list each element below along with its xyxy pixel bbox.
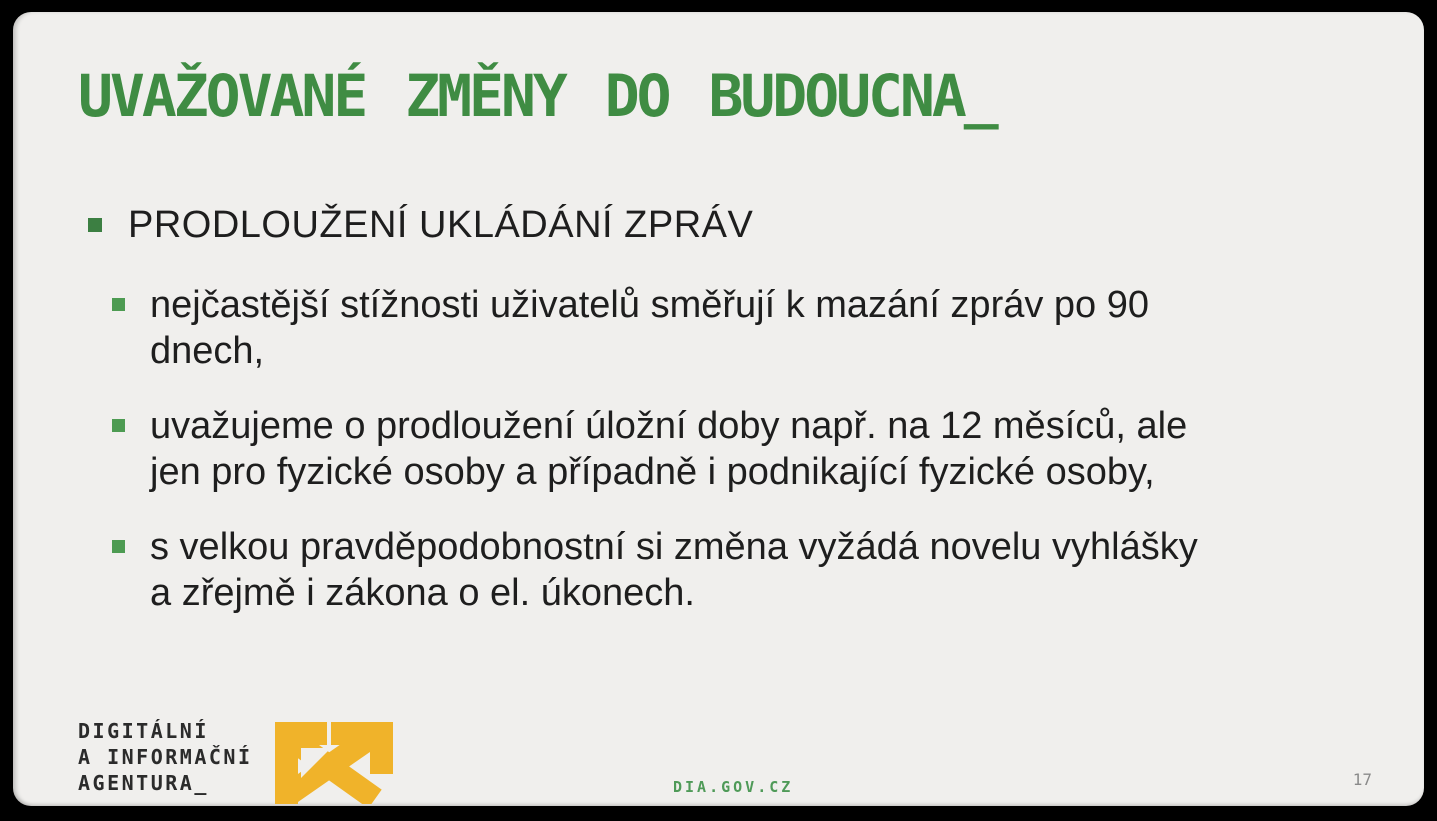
square-bullet-icon xyxy=(88,218,102,232)
page-number: 17 xyxy=(1352,770,1372,789)
list-item-text: nejčastější stížnosti uživatelů směřují k mazání zpráv po 90 dnech, xyxy=(150,284,1150,372)
list-item xyxy=(112,403,1242,495)
list-item-text: uvažujeme o prodloužení úložní doby např. na 12 měsíců, ale jen pro fyzické osoby a případně i podnikající fyzické osoby, xyxy=(150,405,1188,493)
agency-name-line: AGENTURA_ xyxy=(78,771,209,795)
bullet-heading-label: PRODLOUŽENÍ UKLÁDÁNÍ ZPRÁV xyxy=(128,204,754,246)
slide-title: UVAŽOVANÉ ZMĚNY DO BUDOUCNA_ xyxy=(78,62,996,130)
list-item xyxy=(112,282,1242,374)
square-bullet-icon xyxy=(112,540,125,553)
slide xyxy=(13,12,1424,806)
square-bullet-icon xyxy=(112,419,125,432)
dia-double-arrow-logo-icon xyxy=(275,722,393,804)
list-item-text: s velkou pravděpodobnostní si změna vyžádá novelu vyhlášky a zřejmě i zákona o el. úkonech. xyxy=(150,526,1198,614)
agency-name xyxy=(78,718,253,796)
agency-name-line: DIGITÁLNÍ xyxy=(78,719,209,743)
list-item xyxy=(112,524,1242,616)
agency-name-line: A INFORMAČNÍ xyxy=(78,745,253,769)
sub-bullet-list xyxy=(112,282,1242,645)
bullet-heading xyxy=(88,202,753,248)
website-url: DIA.GOV.CZ xyxy=(673,778,794,796)
square-bullet-icon xyxy=(112,298,125,311)
